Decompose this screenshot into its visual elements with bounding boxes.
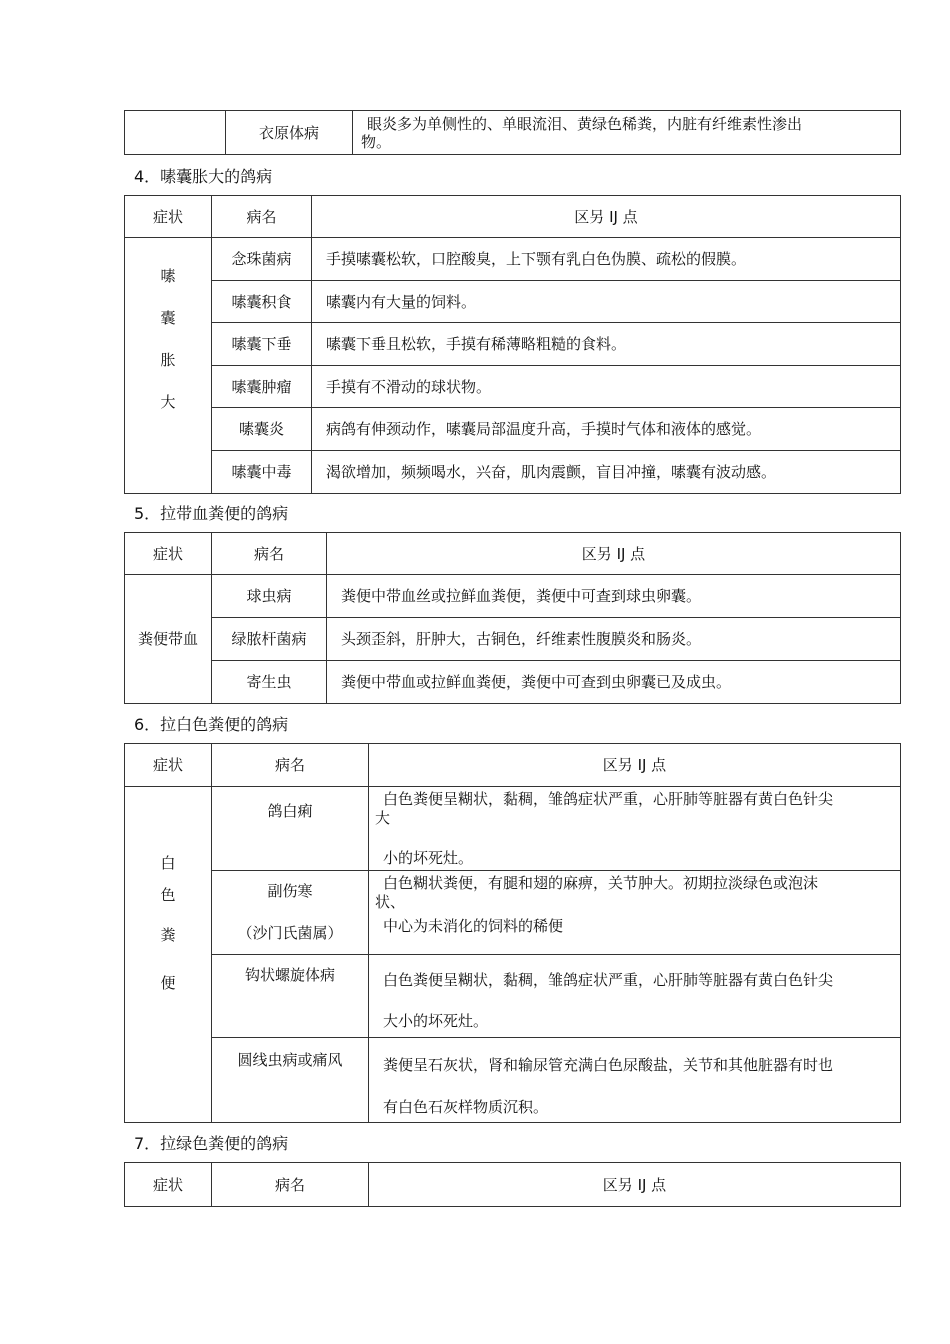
disease-cell: 嗉囊下垂 (212, 323, 312, 366)
disease-cell (212, 871, 369, 955)
diff-cell (353, 111, 901, 155)
diff-line-1: 白色粪便呈糊状，黏稠，雏鸽症状严重，心肝肺等脏器有黄白色针尖 (383, 971, 834, 989)
header-disease: 病名 (212, 1163, 369, 1207)
section-title-4: 4．嗉囊胀大的鸽病 (134, 167, 273, 186)
symptom-char: 粪 (160, 926, 176, 944)
disease-label: 圆线虫病或痛风 (237, 1051, 343, 1069)
symptom-char: 便 (160, 974, 176, 992)
diff-line-1: 白色糊状粪便，有腿和翅的麻痹，关节肿大。初期拉淡绿色或泡沫 (383, 874, 819, 892)
diff-cell (369, 1038, 901, 1123)
header-symptom: 症状 (125, 1163, 212, 1207)
table-section-5 (124, 532, 901, 704)
diff-cell: 手摸有不滑动的球状物。 (312, 366, 901, 408)
disease-cell (212, 787, 369, 871)
symptom-char: 大 (160, 393, 176, 411)
diff-line-3: 小的坏死灶。 (383, 849, 474, 867)
diff-cell: 嗉囊内有大量的饲料。 (312, 281, 901, 323)
header-diff: 区另 IJ 点 (312, 196, 901, 238)
disease-cell: 球虫病 (212, 575, 327, 618)
diff-line-3: 中心为未消化的饲料的稀便 (383, 917, 564, 935)
diff-line-2: 大 (375, 809, 391, 827)
header-diff: 区另 IJ 点 (327, 533, 901, 575)
empty-cell (125, 111, 226, 155)
symptom-cell: 粪便带血 (125, 575, 212, 704)
disease-cell: 衣原体病 (226, 111, 353, 155)
diff-cell: 病鸽有伸颈动作，嗉囊局部温度升高，手摸时气体和液体的感觉。 (312, 408, 901, 451)
diff-cell (369, 955, 901, 1038)
disease-cell: 嗉囊积食 (212, 281, 312, 323)
disease-label: 钩状螺旋体病 (244, 966, 335, 984)
section-title-5: 5．拉带血粪便的鸽病 (134, 504, 289, 523)
header-symptom: 症状 (125, 533, 212, 575)
header-diff: 区另 IJ 点 (369, 744, 901, 787)
disease-cell: 嗉囊炎 (212, 408, 312, 451)
diff-line-1: 眼炎多为单侧性的、单眼流泪、黄绿色稀粪，内脏有纤维素性渗出 (367, 114, 803, 133)
diff-cell: 粪便中带血丝或拉鲜血粪便，粪便中可查到球虫卵囊。 (327, 575, 901, 618)
diff-cell: 手摸嗉囊松软，口腔酸臭，上下颚有乳白色伪膜、疏松的假膜。 (312, 238, 901, 281)
disease-cell (212, 1038, 369, 1123)
disease-label-sub: （沙门氏菌属） (237, 924, 343, 942)
header-symptom: 症状 (125, 196, 212, 238)
symptom-char: 色 (160, 886, 176, 904)
diff-line-2: 有白色石灰样物质沉积。 (383, 1098, 549, 1116)
diff-cell: 渴欲增加，频频喝水，兴奋，肌肉震颤，盲目冲撞，嗉囊有波动感。 (312, 451, 901, 494)
disease-cell: 嗉囊中毒 (212, 451, 312, 494)
symptom-cell (125, 787, 212, 1123)
disease-cell: 绿脓杆菌病 (212, 618, 327, 661)
diff-line-1: 粪便呈石灰状，肾和输尿管充满白色尿酸盐，关节和其他脏器有时也 (383, 1056, 834, 1074)
table-continuation (124, 110, 901, 155)
disease-label: 鸽白痢 (267, 802, 313, 820)
diff-cell: 头颈歪斜，肝肿大，古铜色，纤维素性腹膜炎和肠炎。 (327, 618, 901, 661)
diff-line-2: 状、 (375, 893, 406, 911)
disease-cell (212, 955, 369, 1038)
section-title-7: 7．拉绿色粪便的鸽病 (134, 1134, 289, 1153)
header-disease: 病名 (212, 196, 312, 238)
diff-cell: 嗉囊下垂且松软，手摸有稀薄略粗糙的食料。 (312, 323, 901, 366)
diff-line-2: 大小的坏死灶。 (383, 1012, 489, 1030)
disease-cell: 嗉囊肿瘤 (212, 366, 312, 408)
table-section-7 (124, 1162, 901, 1207)
symptom-char: 胀 (160, 351, 176, 369)
diff-cell (369, 871, 901, 955)
symptom-char: 囊 (160, 309, 176, 327)
table-section-4 (124, 195, 901, 494)
header-disease: 病名 (212, 533, 327, 575)
symptom-cell (125, 238, 212, 494)
section-title-6: 6．拉白色粪便的鸽病 (134, 715, 289, 734)
symptom-char: 白 (160, 854, 176, 872)
symptom-char: 嗉 (160, 267, 176, 285)
table-section-6 (124, 743, 901, 1123)
disease-cell: 寄生虫 (212, 661, 327, 704)
diff-cell: 粪便中带血或拉鲜血粪便，粪便中可查到虫卵囊已及成虫。 (327, 661, 901, 704)
diff-line-1: 白色粪便呈糊状，黏稠，雏鸽症状严重，心肝肺等脏器有黄白色针尖 (383, 790, 834, 808)
header-disease: 病名 (212, 744, 369, 787)
diff-cell (369, 787, 901, 871)
disease-cell: 念珠菌病 (212, 238, 312, 281)
header-symptom: 症状 (125, 744, 212, 787)
disease-label: 副伤寒 (267, 882, 313, 900)
diff-line-2: 物。 (361, 132, 392, 151)
header-diff: 区另 IJ 点 (369, 1163, 901, 1207)
